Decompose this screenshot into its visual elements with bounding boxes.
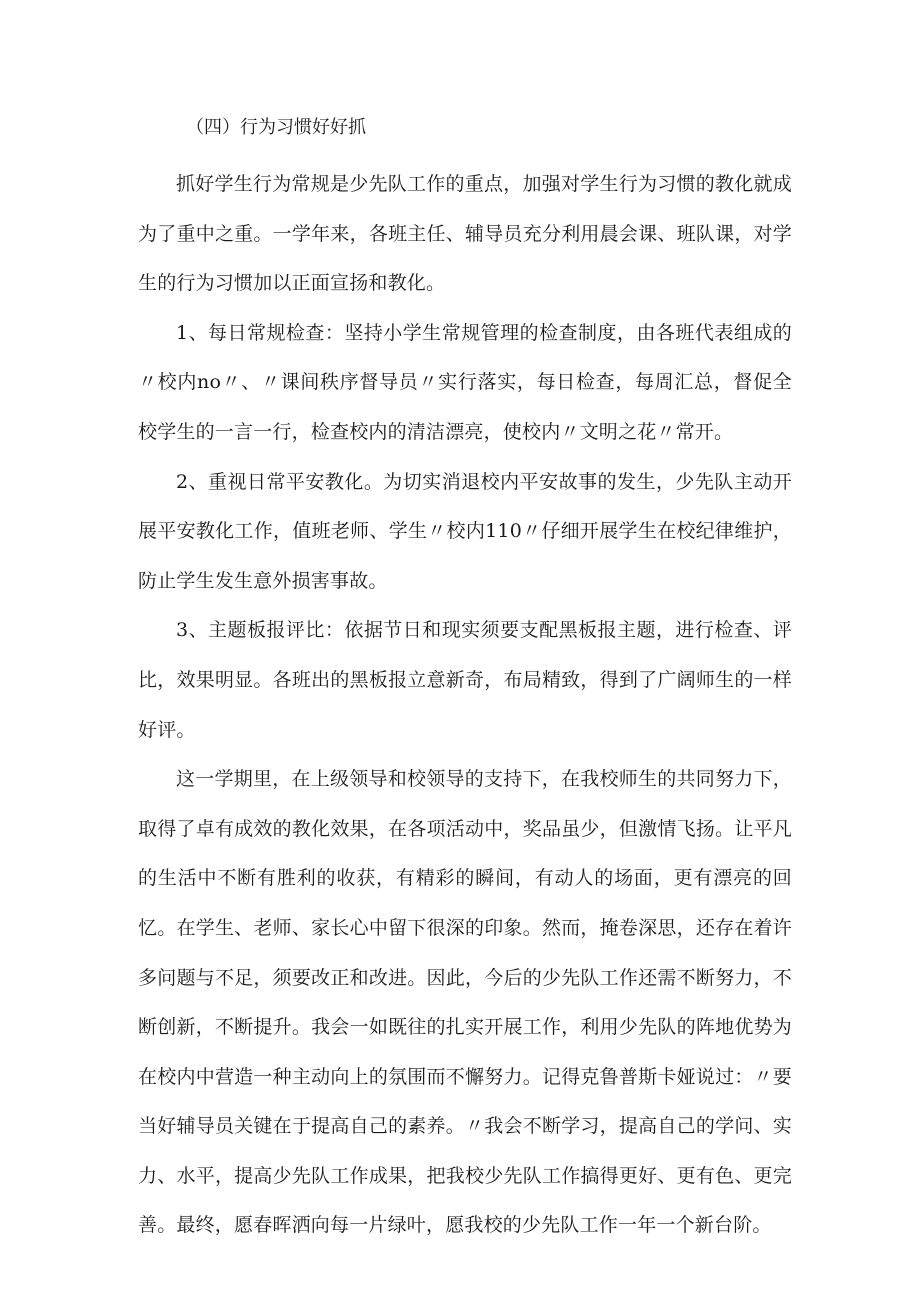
document-body <box>138 116 792 1251</box>
paragraph-daily-inspection: 1、每日常规检查：坚持小学生常规管理的检查制度，由各班代表组成的〃校内no〃、〃课间秩序督导员〃实行落实，每日检查，每周汇总，督促全校学生的一言一行，检查校内的清洁漂亮，使校内〃文明之花〃常开。 <box>138 321 792 443</box>
section-heading: （四）行为习惯好好抓 <box>186 117 366 138</box>
paragraph-safety-education: 2、重视日常平安教化。为切实消退校内平安故事的发生，少先队主动开展平安教化工作，值班老师、学生〃校内110〃仔细开展学生在校纪律维护，防止学生发生意外损害事故。 <box>138 470 792 592</box>
paragraph-behavior-intro: 抓好学生行为常规是少先队工作的重点，加强对学生行为习惯的教化就成为了重中之重。一学年来，各班主任、辅导员充分利用晨会课、班队课，对学生的行为习惯加以正面宣扬和教化。 <box>138 173 792 295</box>
paragraph-blackboard-contest: 3、主题板报评比：依据节日和现实须要支配黑板报主题，进行检查、评比，效果明显。各班出的黑板报立意新奇，布局精致，得到了广阔师生的一样好评。 <box>138 619 792 741</box>
paragraph-semester-summary: 这一学期里，在上级领导和校领导的支持下，在我校师生的共同努力下，取得了卓有成效的教化效果，在各项活动中，奖品虽少，但激情飞扬。让平凡的生活中不断有胜利的收获，有精彩的瞬间，有动人的场面，更有漂亮的回忆。在学生、老师、家长心中留下很深的印象。然而，掩卷深思，还存在着许多问题与不足，须要改正和改进。因此，今后的少先队工作还需不断努力，不断创新，不断提升。我会一如既往的扎实开展工作，利用少先队的阵地优势为在校内中营造一种主动向上的氛围而不懈努力。记得克鲁普斯卡娅说过：〃要当好辅导员关键在于提高自己的素养。〃我会不断学习，提高自己的学问、实力、水平，提高少先队工作成果，把我校少先队工作搞得更好、更有色、更完善。最终，愿春晖洒向每一片绿叶，愿我校的少先队工作一年一个新台阶。 <box>138 768 792 1237</box>
